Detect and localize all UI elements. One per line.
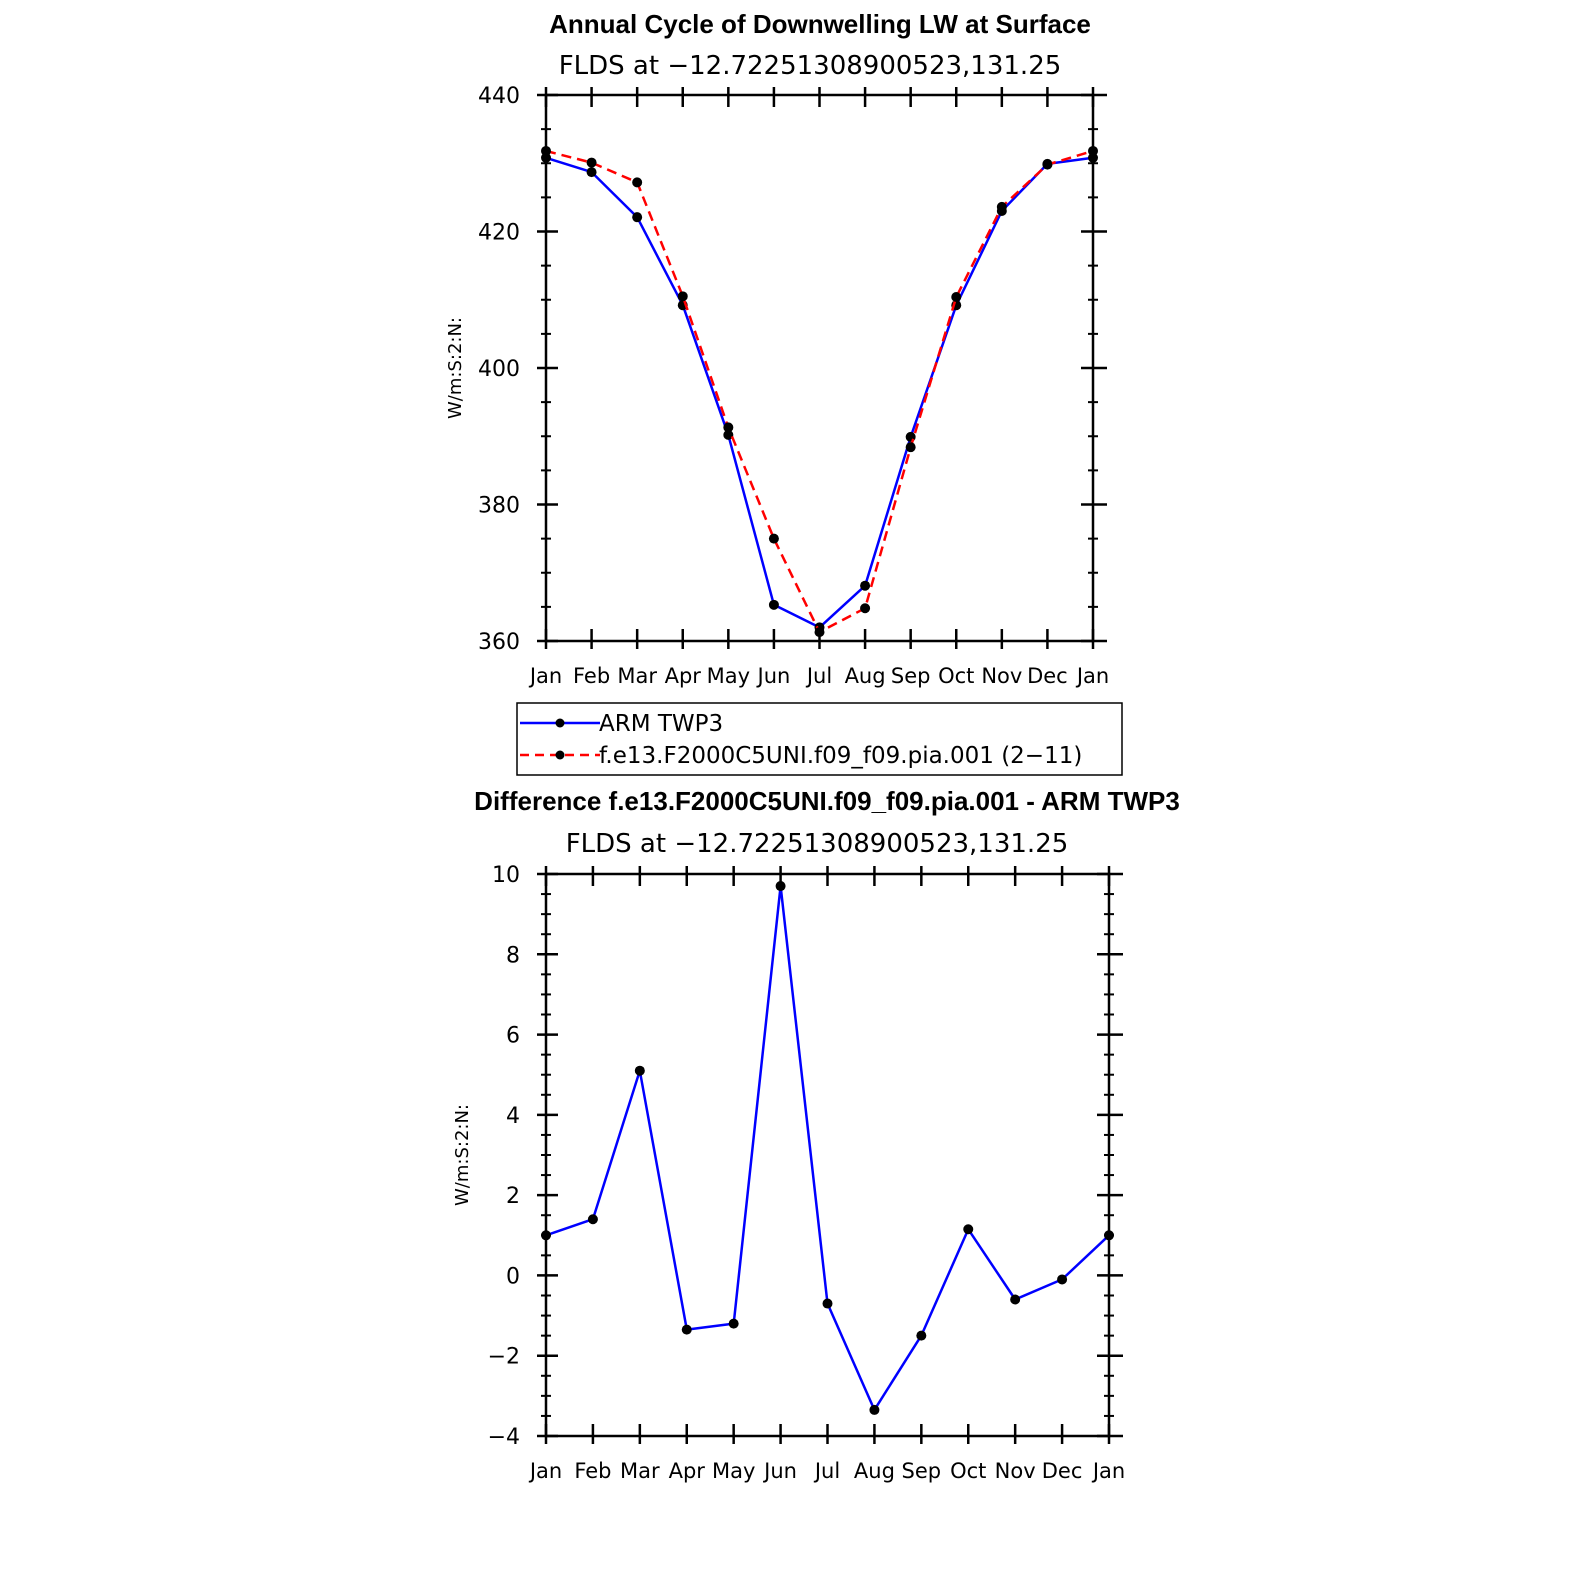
series-line-0	[546, 158, 1093, 628]
x-tick-label: Jan	[1076, 664, 1110, 688]
data-point	[769, 534, 779, 544]
x-tick-label: Apr	[664, 664, 701, 688]
data-point	[635, 1066, 645, 1076]
y-tick-label: −4	[487, 1425, 520, 1450]
x-tick-label: Mar	[617, 664, 657, 688]
legend-marker-arm-twp3	[556, 719, 565, 728]
chart-subtitle: FLDS at −12.72251308900523,131.25	[565, 829, 1069, 859]
chart-title: Annual Cycle of Downwelling LW at Surface	[549, 9, 1091, 39]
data-point	[860, 603, 870, 613]
data-point	[815, 627, 825, 637]
x-tick-label: Oct	[950, 1459, 987, 1483]
x-tick-label: Aug	[853, 1459, 895, 1483]
y-axis-label: W/m:S:2:N:	[452, 1104, 473, 1206]
chart-title: Difference f.e13.F2000C5UNI.f09_f09.pia.001 - ARM TWP3	[474, 786, 1180, 816]
y-tick-label: −2	[487, 1344, 520, 1370]
plot-frame	[546, 874, 1109, 1436]
data-point	[916, 1331, 926, 1341]
data-point	[1057, 1274, 1067, 1284]
data-point	[588, 1214, 598, 1224]
plot-area	[478, 84, 1109, 688]
x-tick-label: Jan	[1092, 1459, 1126, 1483]
data-point	[729, 1319, 739, 1329]
plot-frame	[546, 95, 1093, 641]
data-point	[869, 1405, 879, 1415]
data-point	[906, 432, 916, 442]
data-point	[678, 291, 688, 301]
x-tick-label: Jun	[764, 1459, 797, 1483]
y-tick-label: 4	[506, 1103, 520, 1129]
plot-area	[488, 863, 1126, 1483]
chart-subtitle: FLDS at −12.72251308900523,131.25	[558, 51, 1062, 81]
x-tick-label: Jun	[757, 664, 791, 688]
x-tick-label: Dec	[1027, 664, 1068, 688]
data-point	[776, 881, 786, 891]
x-tick-label: Jan	[529, 1459, 563, 1483]
x-tick-label: Sep	[890, 664, 931, 688]
data-point	[682, 1325, 692, 1335]
x-tick-label: Dec	[1041, 1459, 1083, 1483]
y-tick-label: 10	[492, 863, 520, 888]
annual-cycle-chart	[445, 9, 1109, 688]
data-point	[823, 1299, 833, 1309]
data-point	[951, 292, 961, 302]
y-tick-label: 420	[478, 220, 520, 246]
x-tick-label: Oct	[938, 664, 975, 688]
x-tick-label: Jan	[529, 664, 563, 688]
series-line-0	[546, 886, 1109, 1410]
data-point	[1088, 146, 1098, 156]
data-point	[769, 600, 779, 610]
y-tick-label: 360	[478, 630, 520, 655]
x-tick-label: Feb	[574, 1459, 612, 1483]
x-tick-label: Apr	[668, 1459, 705, 1483]
series-line-1	[546, 151, 1093, 632]
data-point	[1042, 160, 1052, 170]
data-point	[541, 1230, 551, 1240]
data-point	[860, 581, 870, 591]
legend-label-model: f.e13.F2000C5UNI.f09_f09.pia.001 (2−11)	[599, 743, 1083, 769]
data-point	[723, 422, 733, 432]
legend-label-arm-twp3: ARM TWP3	[599, 711, 724, 737]
data-point	[587, 167, 597, 177]
y-tick-label: 0	[506, 1264, 520, 1290]
data-point	[997, 202, 1007, 212]
y-tick-label: 6	[506, 1023, 520, 1049]
data-point	[1104, 1230, 1114, 1240]
legend	[517, 703, 1122, 775]
data-point	[632, 212, 642, 222]
y-tick-label: 8	[506, 943, 520, 969]
x-tick-label: Nov	[981, 664, 1023, 688]
difference-chart	[452, 786, 1180, 1483]
x-tick-label: May	[711, 1459, 756, 1483]
y-tick-label: 400	[478, 357, 520, 382]
data-point	[906, 442, 916, 452]
x-tick-label: Jul	[814, 1459, 841, 1483]
x-tick-label: Feb	[572, 664, 611, 688]
data-point	[963, 1224, 973, 1234]
x-tick-label: Nov	[994, 1459, 1036, 1483]
y-tick-label: 2	[506, 1184, 520, 1210]
y-tick-label: 380	[478, 493, 520, 519]
data-point	[1010, 1295, 1020, 1305]
x-tick-label: Jul	[806, 664, 833, 688]
x-tick-label: Mar	[620, 1459, 660, 1483]
y-axis-label: W/m:S:2:N:	[445, 317, 466, 419]
x-tick-label: Sep	[901, 1459, 942, 1483]
data-point	[632, 177, 642, 187]
x-tick-label: May	[706, 664, 751, 688]
data-point	[587, 158, 597, 168]
data-point	[541, 146, 551, 156]
legend-marker-model	[556, 751, 565, 760]
x-tick-label: Aug	[844, 664, 886, 688]
y-tick-label: 440	[478, 84, 520, 109]
